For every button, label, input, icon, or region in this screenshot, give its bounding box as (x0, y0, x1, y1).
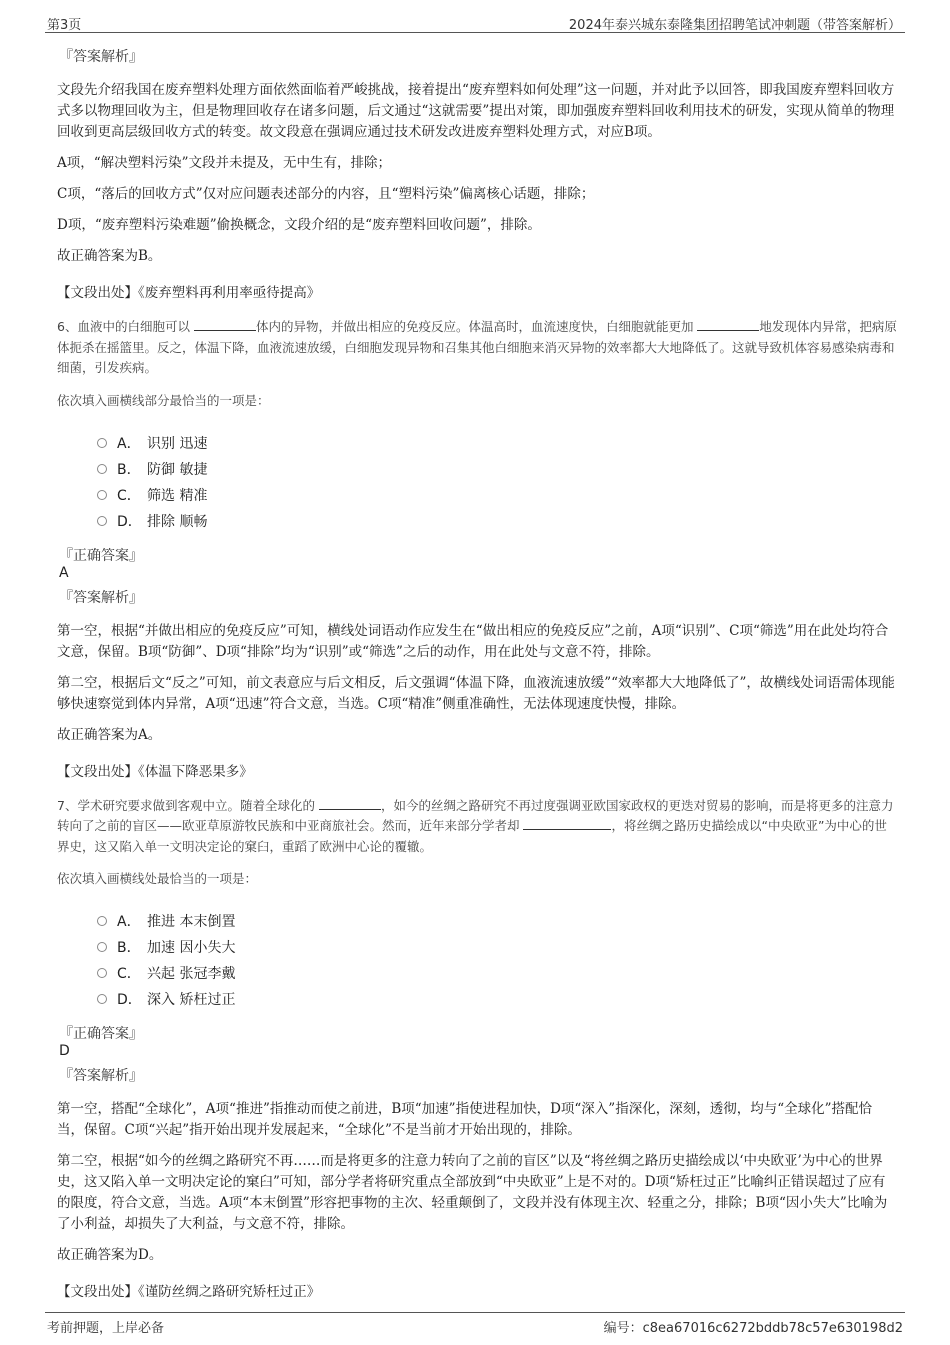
analysis-paragraph: A项，“解决塑料污染”文段并未提及，无中生有，排除； (57, 155, 392, 171)
radio-circle-icon[interactable] (97, 968, 107, 978)
document-title: 2024年泰兴城东泰隆集团招聘笔试冲刺题（带答案解析） (568, 18, 901, 33)
radio-circle-icon[interactable] (97, 516, 107, 526)
analysis-label: 『答案解析』 (59, 589, 143, 606)
passage-source: 【文段出处】《谨防丝绸之路研究矫枉过正》 (57, 1284, 321, 1300)
option-list (97, 431, 897, 535)
correct-answer-value: A (59, 564, 69, 581)
analysis-paragraph: D项，“废弃塑料污染难题”偷换概念，文段介绍的是“废弃塑料回收问题”，排除。 (57, 217, 541, 233)
stem-text: 地发现体内异常，把病原体扼杀在摇篮里。反之，体温下降，血液流速放缓，白细胞发现异物和召集其他白细胞来消灭异物的效率都大大地降低了。这就导致机体容易感染病毒和细菌，引发疾病。 (57, 319, 897, 375)
stem-text: ，如今的丝绸之路研究不再过度强调亚欧国家政权的更迭对贸易的影响，而是将更多的注意力转向了之前的盲区——欧亚草原游牧民族和中亚商旅社会。然而，近年来部分学者却 (57, 797, 894, 833)
analysis-paragraph: 第一空，搭配“全球化”，A项“推进”指推动而使之前进，B项“加速”指使进程加快，D项“深入”指深化，深刻，透彻，均与“全球化”搭配恰当，保留。C项“兴起”指开始出现并发展起来，“全球化”不是当前才开始出现的，排除。 (57, 1101, 873, 1138)
footer-slogan: 考前押题，上岸必备 (47, 1321, 165, 1336)
fill-blank (194, 318, 256, 331)
question-stem (57, 796, 897, 858)
question-prompt: 依次填入画横线处最恰当的一项是： (57, 871, 258, 886)
passage-source: 【文段出处】《废弃塑料再利用率亟待提高》 (57, 285, 321, 301)
stem-text: 7、学术研究要求做到客观中立。随着全球化的 (57, 797, 319, 813)
radio-circle-icon[interactable] (97, 490, 107, 500)
option-b[interactable]: B． 防御 敏捷 (97, 457, 897, 483)
fill-blank (319, 797, 381, 810)
option-c[interactable]: C． 兴起 张冠李戴 (97, 961, 897, 987)
analysis-paragraph: 第二空，根据“如今的丝绸之路研究不再……而是将更多的注意力转向了之前的盲区”以及“将丝绸之路历史描绘成以‘中央欧亚’为中心的世界史，这又陷入单一文明决定论的窠臼”可知，部分学者将研究重点全部放到“中央欧亚”上是不对的。D项“矫枉过正”比喻纠正错误超过了应有的限度，符合文意，当选。A项“本末倒置”形容把事物的主次、轻重颠倒了，文段并没有体现主次、轻重之分，排除；B项“因小失大”比喻为了小利益，却损失了大利益，与文意不符，排除。 (57, 1153, 888, 1232)
fill-blank (523, 817, 611, 830)
analysis-paragraph: 故正确答案为A。 (57, 726, 162, 743)
page-header (45, 12, 905, 33)
option-a[interactable]: A． 推进 本末倒置 (97, 909, 897, 935)
analysis-paragraph: 故正确答案为B。 (57, 248, 162, 264)
correct-answer-label: 『正确答案』 (59, 547, 143, 564)
radio-circle-icon[interactable] (97, 438, 107, 448)
document-code: 编号：c8ea67016c6272bddb78c57e630198d2 (603, 1321, 903, 1336)
question-stem (57, 317, 897, 379)
radio-circle-icon[interactable] (97, 916, 107, 926)
option-b[interactable]: B． 加速 因小失大 (97, 935, 897, 961)
analysis-paragraph: 第一空，根据“并做出相应的免疫反应”可知，横线处词语动作应发生在“做出相应的免疫反应”之前，A项“识别”、C项“筛选”用在此处均符合文意，保留。B项“防御”、D项“排除”均为“识别”或“筛选”之后的动作，用在此处与文意不符，排除。 (57, 622, 889, 660)
page-number: 第3页 (47, 18, 82, 33)
analysis-label: 『答案解析』 (59, 1068, 143, 1084)
option-a[interactable]: A． 识别 迅速 (97, 431, 897, 457)
stem-text: 体内的异物，并做出相应的免疫反应。体温高时，血流速度快，白细胞就能更加 (255, 319, 698, 334)
passage-source: 【文段出处】《体温下降恶果多》 (57, 763, 253, 780)
question-prompt: 依次填入画横线部分最恰当的一项是： (57, 392, 270, 408)
page-content (57, 46, 897, 1316)
option-c[interactable]: C． 筛选 精准 (97, 483, 897, 509)
page-footer (45, 1312, 905, 1335)
analysis-paragraph: C项，“落后的回收方式”仅对应问题表述部分的内容，且“塑料污染”偏离核心话题，排除； (57, 186, 595, 202)
correct-answer-label: 『正确答案』 (59, 1026, 143, 1042)
radio-circle-icon[interactable] (97, 464, 107, 474)
stem-text: ，将丝绸之路历史描绘成以“中央欧亚”为中心的世界史，这又陷入单一文明决定论的窠臼，重蹈了欧洲中心论的覆辙。 (57, 818, 887, 854)
analysis-paragraph: 文段先介绍我国在废弃塑料处理方面依然面临着严峻挑战，接着提出“废弃塑料如何处理”这一问题，并对此予以回答，即我国废弃塑料回收方式多以物理回收为主，但是物理回收存在诸多问题，后文通过“这就需要”提出对策，即加强废弃塑料回收利用技术的研发，实现从简单的物理回收到更高层级回收方式的转变。故文段意在强调应通过技术研发改进废弃塑料处理方式，对应B项。 (57, 82, 895, 140)
option-d[interactable]: D． 排除 顺畅 (97, 509, 897, 535)
fill-blank (697, 318, 759, 331)
stem-text: 6、血液中的白细胞可以 (57, 319, 194, 334)
radio-circle-icon[interactable] (97, 942, 107, 952)
analysis-paragraph: 第二空，根据后文“反之”可知，前文表意应与后文相反，后文强调“体温下降，血液流速放缓”“效率都大大地降低了”，故横线处词语需体现能够快速察觉到体内异常，A项“迅速”符合文意，当选。C项“精准”侧重准确性，无法体现速度快慢，排除。 (57, 674, 895, 712)
option-list (97, 909, 897, 1013)
correct-answer-value: D (59, 1043, 70, 1059)
option-d[interactable]: D． 深入 矫枉过正 (97, 987, 897, 1013)
analysis-label: 『答案解析』 (59, 49, 143, 65)
analysis-paragraph: 故正确答案为D。 (57, 1247, 163, 1263)
radio-circle-icon[interactable] (97, 994, 107, 1004)
